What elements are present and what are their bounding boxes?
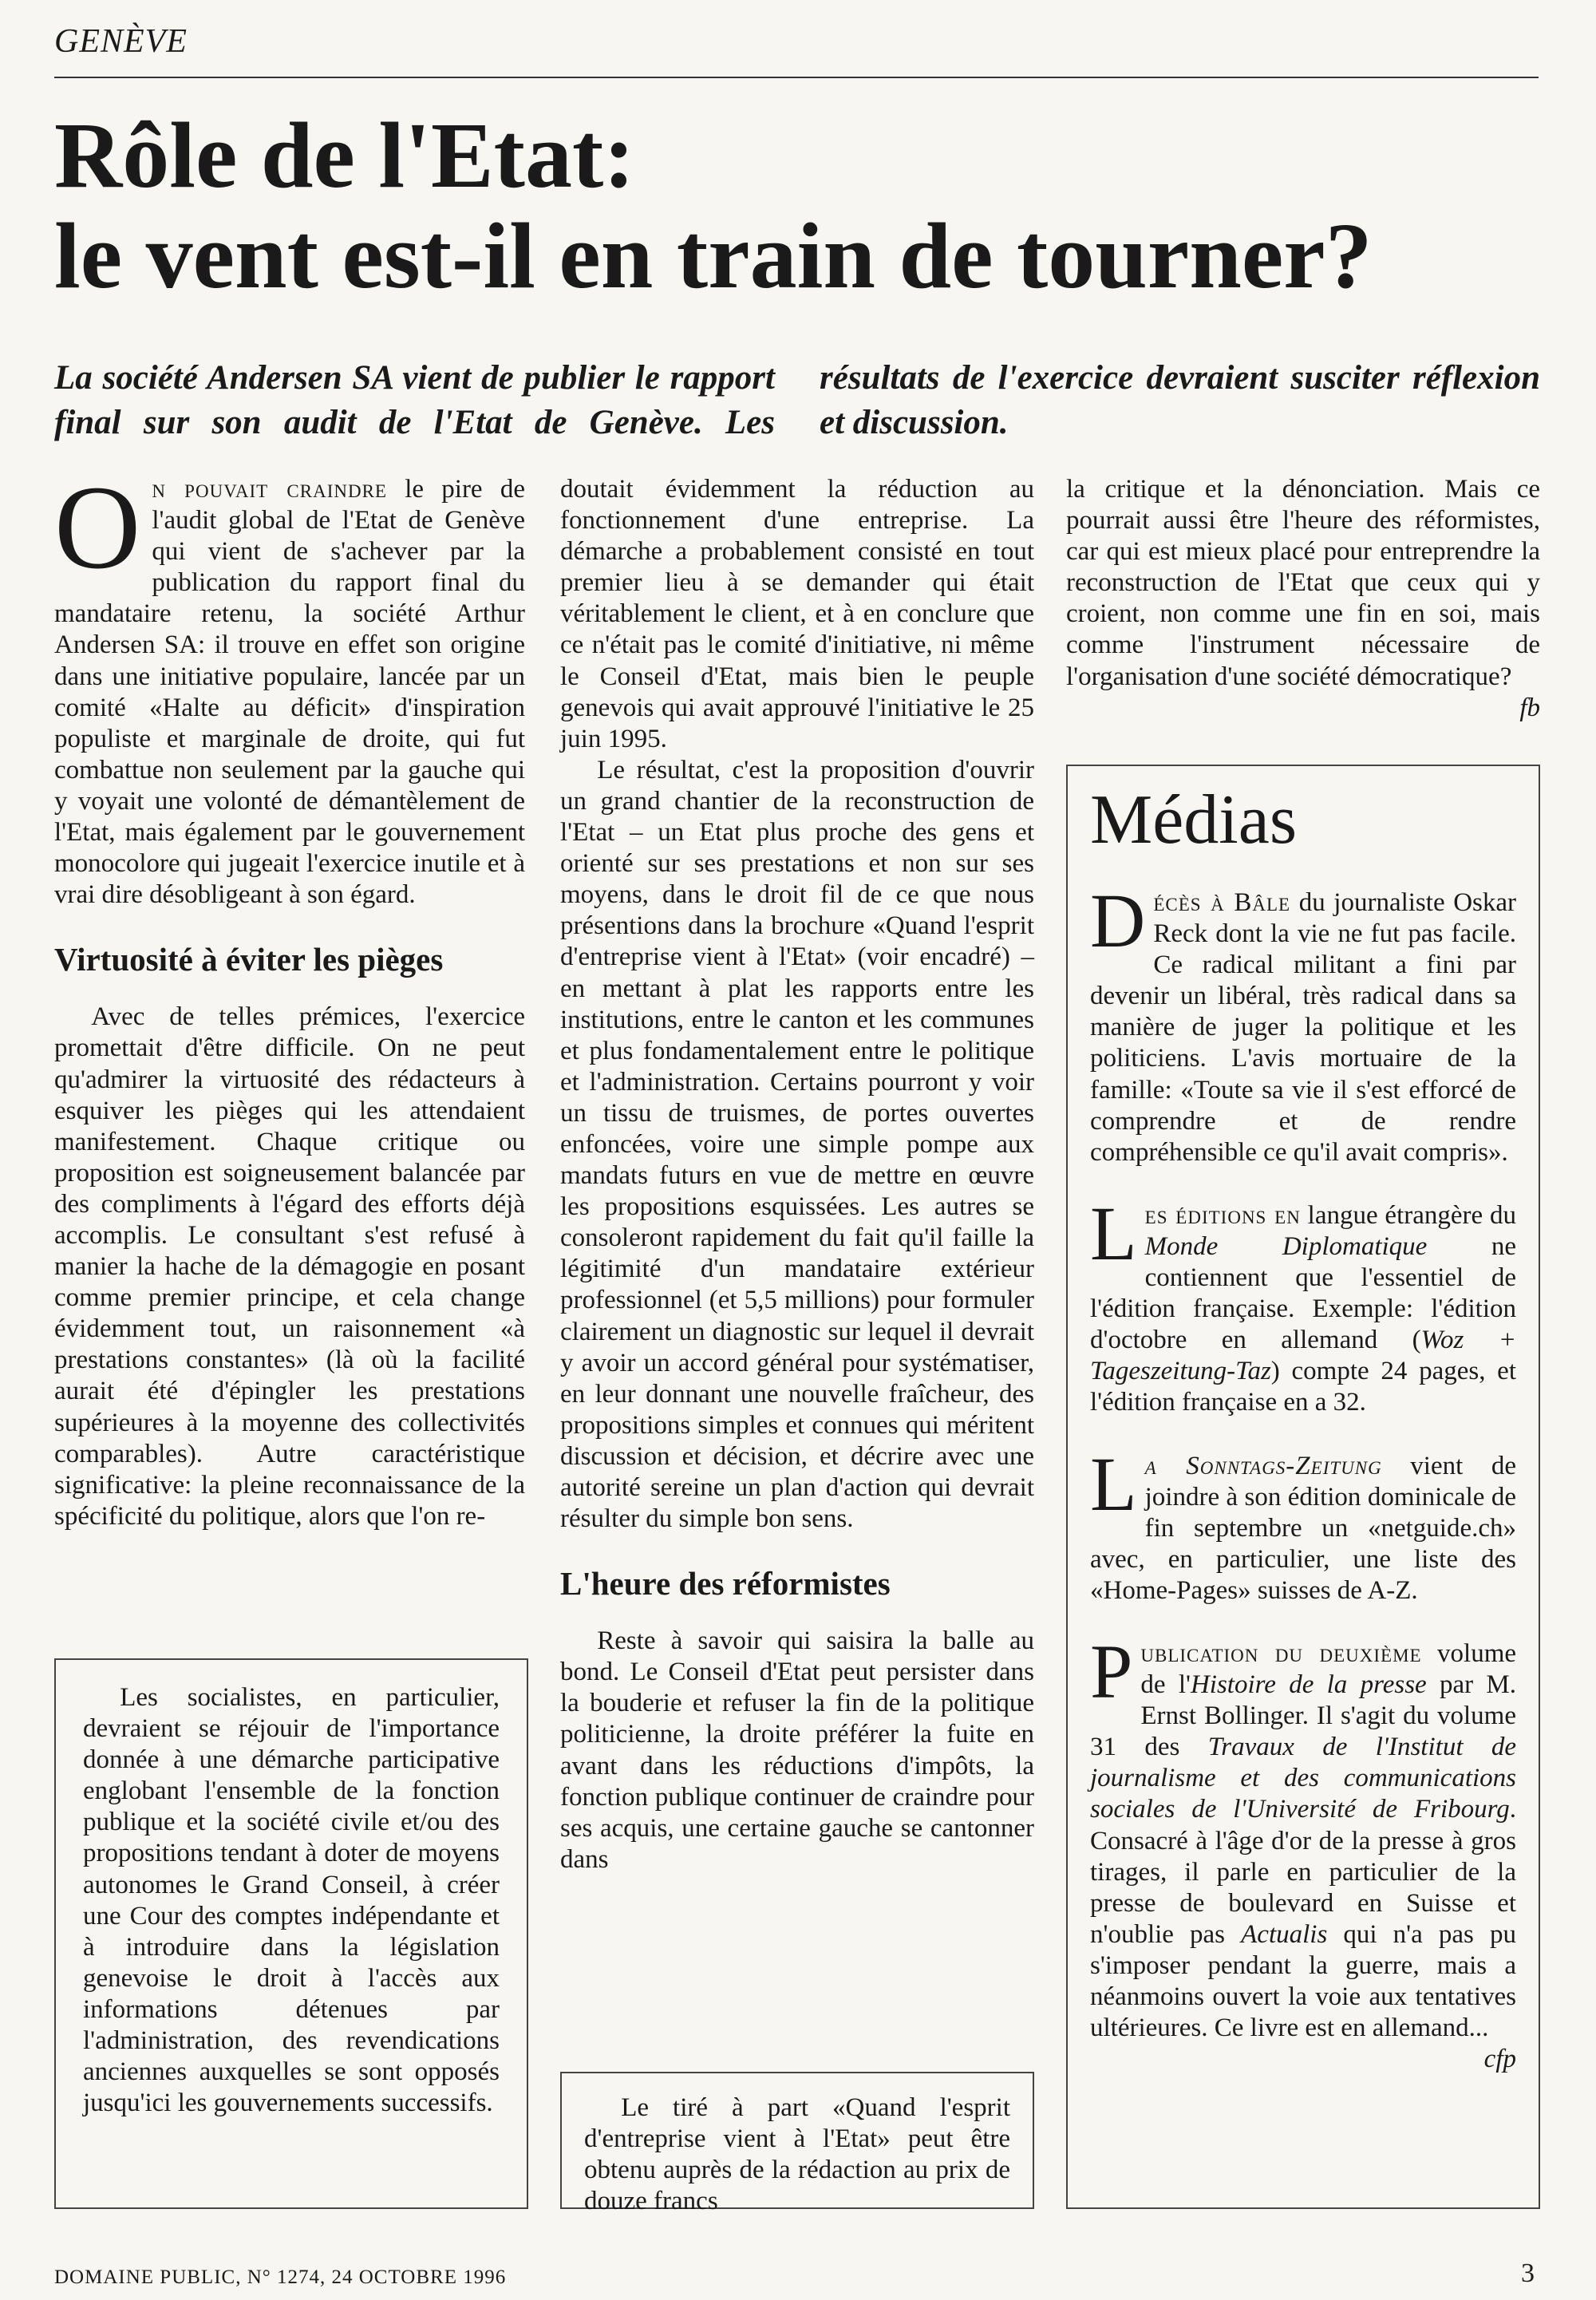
medias-item-1: Décès à Bâle du journaliste Oskar Reck dont la vie ne fut pas facile. Ce radical militant a fini par devenir un libéral, très radical dans sa manière de juger la politique et les politiciens. L'avis mortuaire de la famille: «Toute sa vie il s'est efforcé de comprendre et de rendre compréhensible ce qu'il avait compris». [1090, 878, 1517, 1167]
col2-paragraph-2: Le résultat, c'est la proposition d'ouvrir un grand chantier de la reconstruction de l'Etat – un Etat plus proche des gens et orienté sur ses prestations et non sur ses moyens, dans le droit fil de ce que nous présentions dans la brochure «Quand l'esprit d'entreprise vient à l'Etat» (voir encadré) – en mettant à plat les rapports entre les institutions, entre le canton et les communes et plus fondamentalement entre le politique et l'administration. Certains pourront y voir un tissu de truismes, de portes ouvertes enfoncées, voire une simple pompe aux mandats futurs en vue de mettre en œuvre les propositions esquissées. Les autres se consoleront rapidement du fait qu'il faille la légitimité d'un mandataire extérieur professionnel (et 5,5 millions) pour formuler clairement un diagnostic sur lequel il devrait y avoir un accord général pour systématiser, en leur donnant une nouvelle fraîcheur, des propositions simples et connues qui méritent discussion et décision, et décrire avec une autorité sereine un plan d'action qui devrait résulter du simple bon sens. [560, 755, 1034, 1534]
col1-paragraph-2: Avec de telles prémices, l'exercice promettait d'être difficile. On ne peut qu'admirer la virtuosité des rédacteurs à esquiver les pièges qui les attendaient manifestement. Chaque critique ou proposition est soigneusement balancée par des compliments à l'égard des efforts déjà accomplis. Le consultant s'est refusé à manier la hache de la démagogie en posant comme premier principe, et cela change évidemment tout, un raisonnement «à prestations constantes» (là où la facilité aurait été d'épingler les prestations supérieures à la moyenne des collectivités comparables). Autre caractéristique significative: la pleine reconnaissance de la spécificité du politique, alors que l'on re- [54, 1002, 525, 1531]
lead-smallcaps: n pouvait craindre [152, 475, 387, 504]
standfirst: La société Andersen SA vient de publier le rapport final sur son audit de l'Etat de Genève. Les résultats de l'exercice devraient susciter réflexion et discussion. [54, 359, 1540, 441]
dropcap-l2: L [1090, 1440, 1137, 1527]
medias-title: Médias [1090, 781, 1298, 859]
article-column-1 [54, 461, 525, 1532]
box-left-text: Les socialistes, en particulier, devraient se réjouir de l'importance donnée à une démarche participative englobant l'ensemble de la fonction publique et la société civile et/ou des propositions tendant à doter de moyens autonomes le Grand Conseil, à créer une Cour des comptes indépendante et à introduire dans la législation genevoise le droit à l'accès aux informations détenues par l'administration, des revendications anciennes auxquelles se sont opposés jusqu'ici les gouvernements successifs. [83, 1683, 500, 2118]
subhead-virtuosite: Virtuosité à éviter les pièges [54, 941, 444, 978]
section-tag: GENÈVE [54, 23, 188, 60]
medias-item-4: Publication du deuxième volume de l'Histoire de la presse par M. Ernst Bollinger. Il s'agit du volume 31 des Travaux de l'Institut de journalisme et des communications sociales de l'Université de Fribourg. Consacré à l'âge d'or de la presse à gros tirages, il parle en particulier de la presse de boulevard en Suisse et n'oublie pas Actualis qui n'a pas pu s'imposer pendant la guerre, mais a néanmoins ouvert la voie aux tentatives ultérieures. Ce livre est en allemand... cfp [1090, 1638, 1516, 2044]
dropcap-l: L [1090, 1190, 1137, 1276]
footer-publication: DOMAINE PUBLIC, N° 1274, 24 OCTOBRE 1996 [54, 2266, 507, 2288]
headline-line2: le vent est-il en train de tourner? [54, 204, 1373, 308]
dropcap-d: D [1090, 878, 1146, 963]
medias-item-3: La Sonntags-Zeitung vient de joindre à son édition dominicale de fin septembre un «netguide.ch» avec, en particulier, une liste des «Home-Pages» suisses de A-Z. [1090, 1440, 1516, 1605]
page-number: 3 [1521, 2259, 1535, 2288]
dropcap-p: P [1090, 1628, 1133, 1714]
col2-paragraph-1: doutait évidemment la réduction au fonctionnement d'une entreprise. La démarche a probablement consisté en tout premier lieu à se demander qui était véritablement le client, et à en conclure que ce n'était pas le comité d'initiative, ni même le Conseil d'Etat, mais bien le peuple genevois qui avait approuvé l'initiative le 25 juin 1995. [560, 475, 1034, 753]
signature-fb: fb [1519, 693, 1540, 722]
dropcap-o: O [54, 461, 141, 594]
signature-cfp: cfp [1483, 2045, 1516, 2074]
subhead-reformistes: L'heure des réformistes [560, 1565, 891, 1602]
headline [54, 105, 1539, 306]
medias-item-2: Les éditions en langue étrangère du Monde Diplomatique ne contiennent que l'essentiel de l'édition française. Exemple: l'édition d'octobre en allemand (Woz + Tageszeitung-Taz) compte 24 pages, et l'édition française en a 32. [1090, 1190, 1516, 1417]
col2-paragraph-3: Reste à savoir qui saisira la balle au bond. Le Conseil d'Etat peut persister dans la bouderie et refuser la fin de la politique politicienne, la droite préférer la fuite en avant dans les réductions d'impôts, la fonction publique continuer de craindre pour ses acquis, une certaine gauche se cantonner dans [560, 1626, 1034, 1874]
col3-paragraph-1: la critique et la dénonciation. Mais ce pourrait aussi être l'heure des réformistes, car qui est mieux placé pour entreprendre la reconstruction de l'Etat que ceux qui y croient, non comme une fin en soi, mais comme l'instrument nécessaire de l'organisation d'une société démocratique? [1066, 475, 1540, 691]
headline-line1: Rôle de l'Etat: [54, 103, 635, 207]
box-mid-text: Le tiré à part «Quand l'esprit d'entreprise vient à l'Etat» peut être obtenu auprès de la rédaction au prix de douze francs [584, 2093, 1010, 2216]
sidebar-box-tire-a-part [560, 2072, 1034, 2216]
article-column-2 [560, 474, 1034, 1875]
sidebar-box-socialistes [54, 1658, 528, 2209]
col1-paragraph-1: le pire de l'audit global de l'Etat de Genève qui vient de s'achever par la publication du rapport final du mandataire retenu, la société Arthur Andersen SA: il trouve en effet son origine dans une initiative populaire, lancée par un comité «Halte au déficit» d'inspiration populiste et marginale de droite, qui fut combattue non seulement par la gauche qui y voyait une volonté de démantèlement de l'Etat, mais également par le gouvernement monocolore qui jugeait l'exercice inutile et à vrai dire désobligeant à son égard. [54, 475, 525, 910]
article-column-3 [1066, 474, 1540, 724]
medias-box [1066, 765, 1540, 2209]
top-rule [54, 77, 1539, 78]
